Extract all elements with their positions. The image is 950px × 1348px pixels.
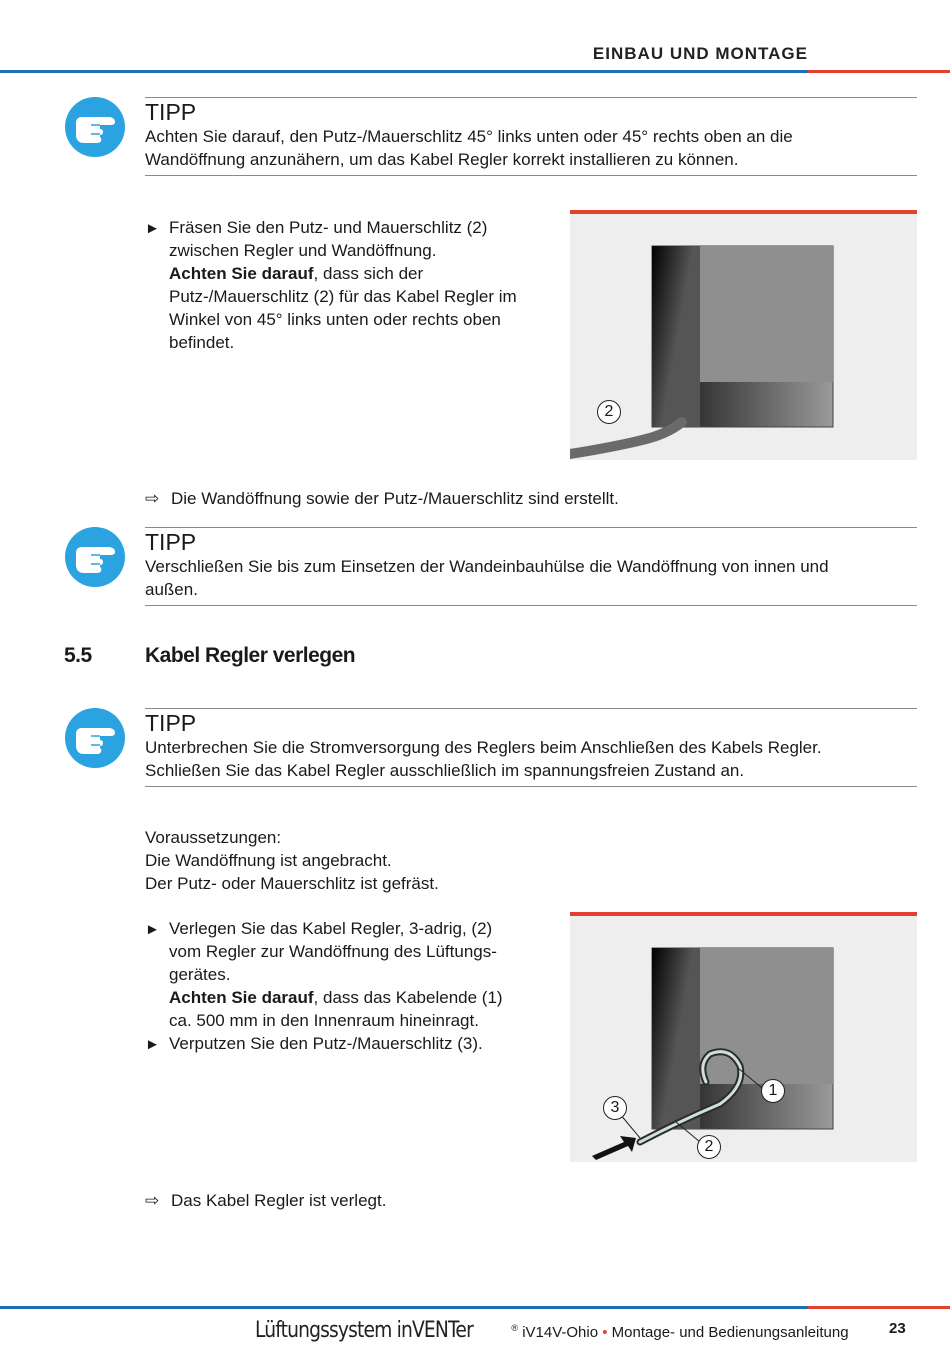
result-arrow-icon: ⇨ [145, 489, 160, 508]
footer-document-line: Lüftungssystem inVENTer ® iV14V-Ohio • Montage- und Bedienungsanleitung [255, 1318, 849, 1343]
pointing-hand-icon [64, 526, 126, 588]
pointing-hand-icon [64, 707, 126, 769]
callout-marker: 2 [597, 400, 621, 424]
tip-title: TIPP [145, 529, 197, 555]
tip-top-rule [145, 97, 917, 98]
section-title: Kabel Regler verlegen [145, 644, 356, 667]
instruction-step: ► Verlegen Sie das Kabel Regler, 3-adrig, (2) vom Regler zur Wandöffnung des Lüftungs- gerätes. Achten Sie darauf, dass das Kabelende (1) ca. 500 mm in den Innenraum hineinragt. [145, 919, 503, 1030]
footer-rule-blue [0, 1306, 808, 1309]
header-rule-blue [0, 70, 808, 73]
prerequisites: Voraussetzungen: Die Wandöffnung ist angebracht. Der Putz- oder Mauerschlitz ist gefräst. [145, 828, 439, 893]
result-line: ⇨ Die Wandöffnung sowie der Putz-/Mauerschlitz sind erstellt. [145, 489, 619, 508]
instruction-step: ► Fräsen Sie den Putz- und Mauerschlitz (2) zwischen Regler und Wandöffnung. Achten Sie darauf, dass sich der Putz-/Mauerschlitz (2) für das Kabel Regler im Winkel von 45° links unten oder rechts oben befindet. [145, 218, 517, 352]
tip-text: Verschließen Sie bis zum Einsetzen der Wandeinbauhülse die Wandöffnung von innen und außen. [145, 557, 829, 599]
tip-title: TIPP [145, 99, 197, 125]
emphasis-text: Achten Sie darauf [169, 988, 314, 1007]
tip-top-rule [145, 708, 917, 709]
callout-marker: 3 [603, 1096, 627, 1120]
header-rule-red [808, 70, 950, 73]
instruction-step: ► Verputzen Sie den Putz-/Mauerschlitz (3). [145, 1032, 555, 1056]
tip-title: TIPP [145, 710, 197, 736]
step-arrow-icon: ► [145, 220, 160, 237]
step-arrow-icon: ► [145, 1036, 160, 1053]
tip-text: Unterbrechen Sie die Stromversorgung des Reglers beim Anschließen des Kabels Regler. Schließen Sie das Kabel Regler ausschließlich im spannungsfreien Zustand an. [145, 738, 822, 780]
result-line: ⇨ Das Kabel Regler ist verlegt. [145, 1191, 387, 1210]
callout-marker: 1 [761, 1079, 785, 1103]
pointing-hand-icon [64, 96, 126, 158]
tip-bottom-rule [145, 175, 917, 176]
figure-wall-slot [570, 210, 917, 460]
result-arrow-icon: ⇨ [145, 1191, 160, 1210]
tip-bottom-rule [145, 786, 917, 787]
emphasis-text: Achten Sie darauf [169, 264, 314, 283]
page-header-title: EINBAU UND MONTAGE [592, 44, 808, 63]
figure-cable-routing [570, 912, 917, 1162]
instruction-steps [145, 917, 555, 1056]
brand-logo: Lüftungssystem inVENTer [255, 1318, 473, 1343]
callout-marker: 2 [697, 1135, 721, 1159]
footer-rule-red [808, 1306, 950, 1309]
tip-top-rule [145, 527, 917, 528]
page-number: 23 [889, 1320, 906, 1337]
step-arrow-icon: ► [145, 921, 160, 938]
section-number: 5.5 [64, 644, 92, 667]
tip-text: Achten Sie darauf, den Putz-/Mauerschlitz 45° links unten oder 45° rechts oben an die Wandöffnung anzunähern, um das Kabel Regler korrekt installieren zu können. [145, 127, 793, 169]
tip-bottom-rule [145, 605, 917, 606]
